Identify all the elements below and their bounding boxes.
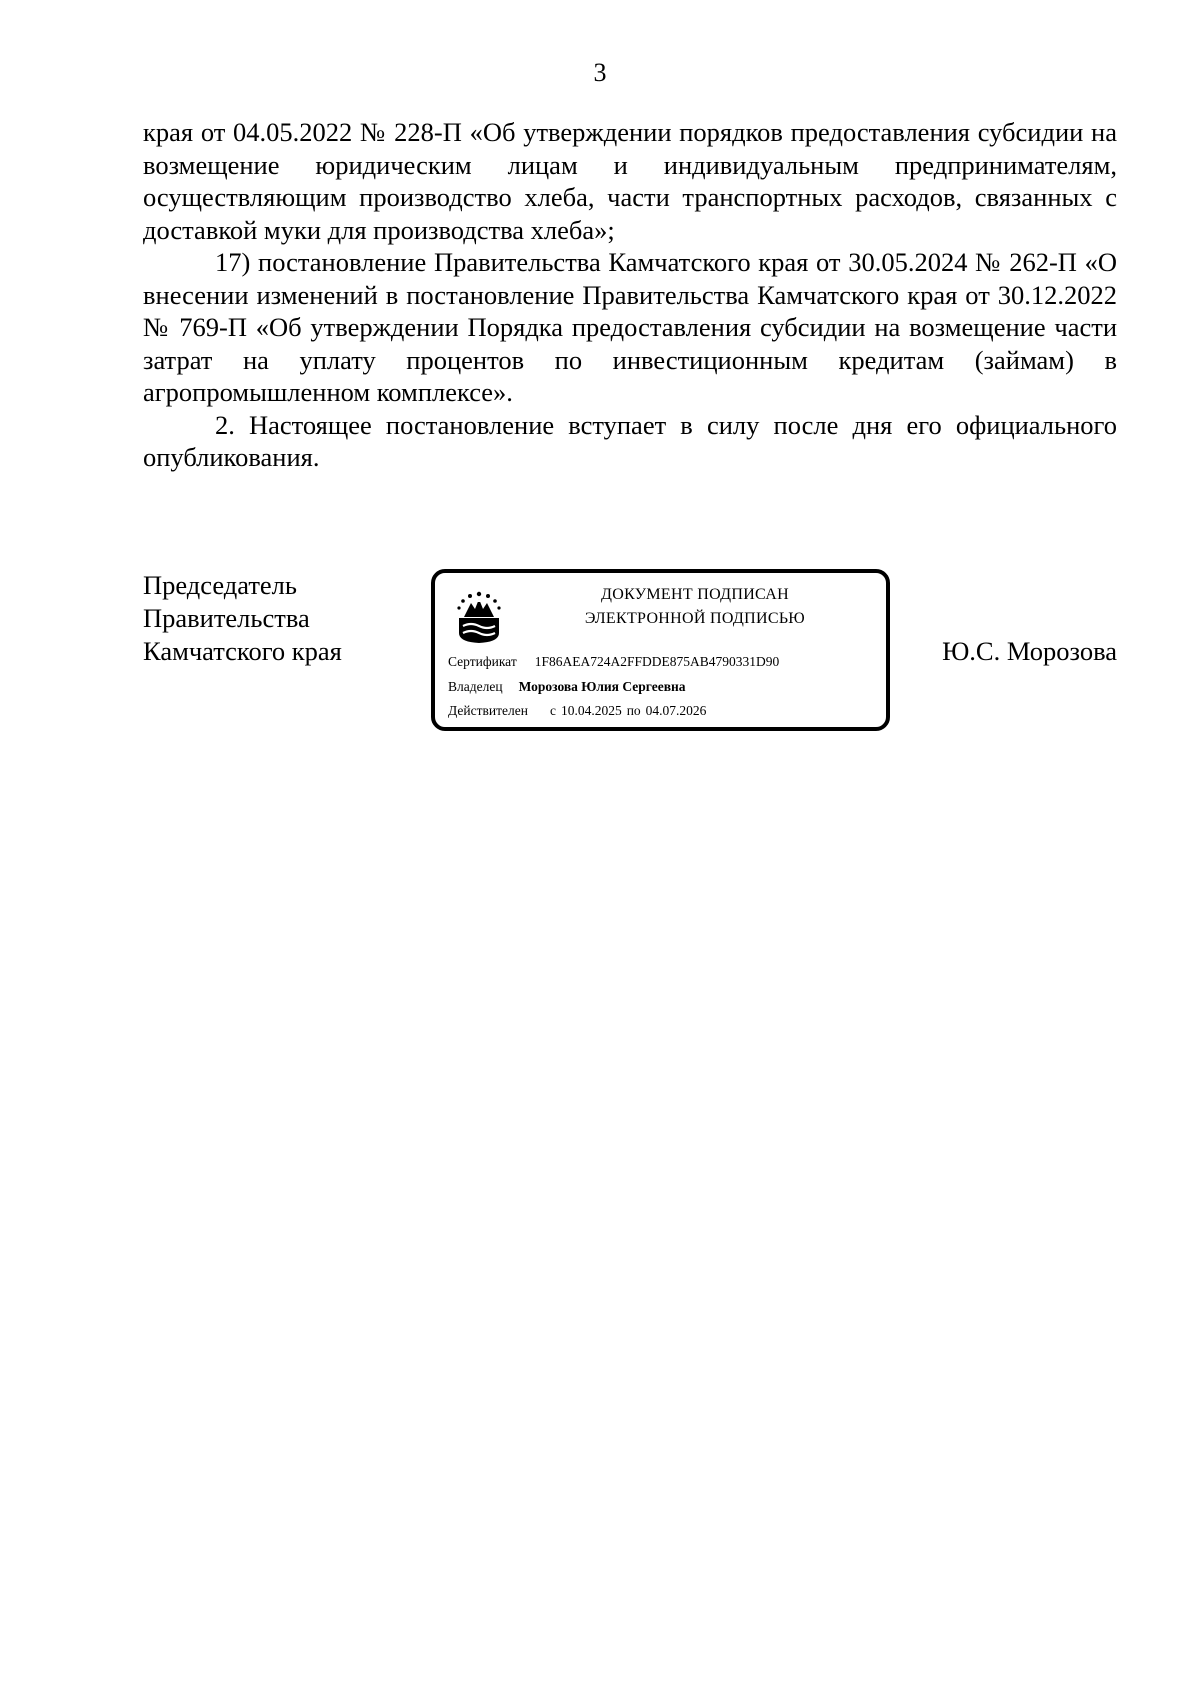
signer-title	[143, 569, 342, 668]
valid-from-prefix: с	[549, 703, 556, 718]
kamchatka-coat-of-arms-icon	[451, 585, 507, 645]
owner-value: Морозова Юлия Сергеевна	[518, 679, 686, 694]
signer-title-line: Председатель	[143, 570, 297, 600]
stamp-header-line: ЭЛЕКТРОННОЙ ПОДПИСЬЮ	[584, 610, 806, 627]
stamp-header	[525, 583, 865, 631]
certificate-value: 1F86AEA724A2FFDDE875AB4790331D90	[534, 654, 780, 669]
page-number: 3	[593, 58, 607, 87]
valid-from-date: 10.04.2025	[560, 703, 622, 718]
electronic-signature-stamp	[431, 569, 890, 731]
certificate-label: Сертификат	[448, 654, 517, 669]
validity-label: Действителен	[448, 703, 528, 718]
paragraph-continuation: края от 04.05.2022 № 228-П «Об утверждении порядков предоставления субсидии на возмещение юридическим лицам и индивидуальным предпринимателям, осуществляющим производство хлеба, части транспортных расходов, связанных с доставкой муки для производства хлеба»;	[143, 117, 1117, 245]
stamp-owner-row	[448, 679, 686, 695]
signer-title-line: Правительства	[143, 603, 310, 633]
stamp-header-line: ДОКУМЕНТ ПОДПИСАН	[601, 586, 789, 603]
valid-to-date: 04.07.2026	[645, 703, 707, 718]
signer-name: Ю.С. Морозова	[942, 636, 1117, 666]
stamp-validity-row	[448, 703, 706, 719]
document-body	[143, 116, 1117, 474]
valid-to-prefix: по	[626, 703, 641, 718]
signer-title-line: Камчатского края	[143, 636, 342, 666]
stamp-certificate-row	[448, 654, 779, 670]
paragraph-item-17: 17) постановление Правительства Камчатского края от 30.05.2024 № 262-П «О внесении изменений в постановление Правительства Камчатского края от 30.12.2022 № 769-П «Об утверждении Порядка предоставления субсидии на возмещение части затрат на уплату процентов по инвестиционным кредитам (займам) в агропромышленном комплексе».	[143, 247, 1117, 407]
owner-label: Владелец	[448, 679, 503, 694]
paragraph-clause-2: 2. Настоящее постановление вступает в силу после дня его официального опубликования.	[143, 409, 1117, 472]
